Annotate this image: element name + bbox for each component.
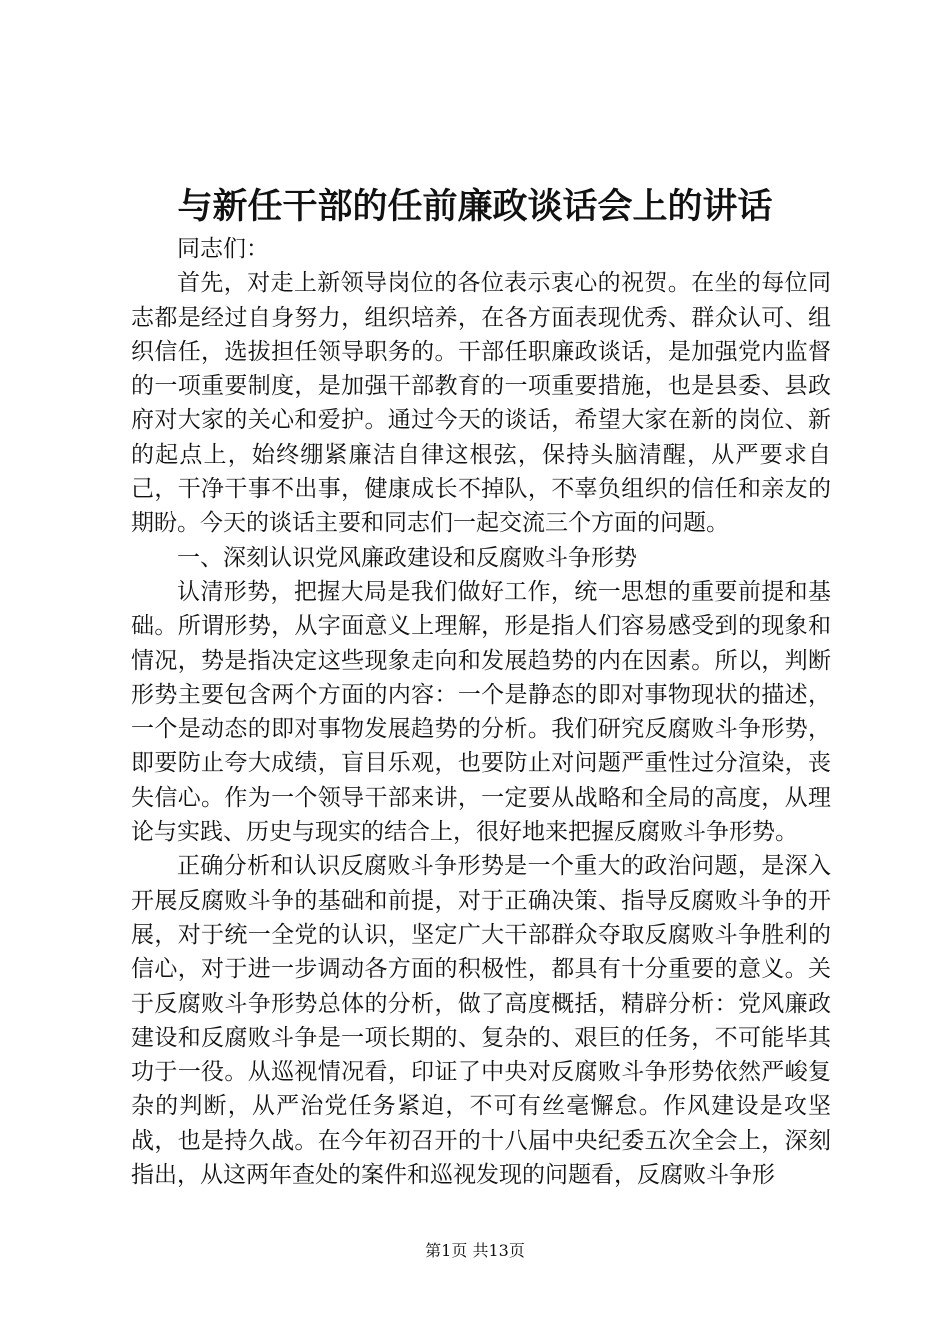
page-number: 第1页: [425, 1241, 468, 1260]
document-body: [131, 232, 831, 1192]
document-title: 与新任干部的任前廉政谈话会上的讲话: [177, 186, 773, 227]
salutation-paragraph: 同志们：: [177, 236, 269, 262]
page-footer: [0, 1240, 950, 1262]
body-paragraph: 首先，对走上新领导岗位的各位表示衷心的祝贺。在坐的每位同志都是经过自身努力，组织培养，在各方面表现优秀、群众认可、组织信任，选拔担任领导职务的。干部任职廉政谈话，是加强党内监督的一项重要制度，是加强干部教育的一项重要措施，也是县委、县政府对大家的关心和爱护。通过今天的谈话，希望大家在新的岗位、新的起点上，始终绷紧廉洁自律这根弦，保持头脑清醒，从严要求自己，干净干事不出事，健康成长不掉队，不辜负组织的信任和亲友的期盼。今天的谈话主要和同志们一起交流三个方面的问题。: [131, 270, 831, 537]
body-paragraph: 认清形势，把握大局是我们做好工作，统一思想的重要前提和基础。所谓形势，从字面意义上理解，形是指人们容易感受到的现象和情况，势是指决定这些现象走向和发展趋势的内在因素。所以，判断形势主要包含两个方面的内容：一个是静态的即对事物现状的描述，一个是动态的即对事物发展趋势的分析。我们研究反腐败斗争形势，即要防止夸大成绩，盲目乐观，也要防止对问题严重性过分渲染，丧失信心。作为一个领导干部来讲，一定要从战略和全局的高度，从理论与实践、历史与现实的结合上，很好地来把握反腐败斗争形势。: [131, 578, 831, 846]
body-paragraph: 正确分析和认识反腐败斗争形势是一个重大的政治问题，是深入开展反腐败斗争的基础和前提，对于正确决策、指导反腐败斗争的开展，对于统一全党的认识，坚定广大干部群众夺取反腐败斗争胜利的信心，对于进一步调动各方面的积极性，都具有十分重要的意义。关于反腐败斗争形势总体的分析，做了高度概括，精辟分析：党风廉政建设和反腐败斗争是一项长期的、复杂的、艰巨的任务，不可能毕其功于一役。从巡视情况看，印证了中央对反腐败斗争形势依然严峻复杂的判断，从严治党任务紧迫，不可有丝毫懈怠。作风建设是攻坚战，也是持久战。在今年初召开的十八届中央纪委五次全会上，深刻指出，从这两年查处的案件和巡视发现的问题看，反腐败斗争形: [131, 853, 831, 1189]
page-total: 共13页: [472, 1241, 525, 1260]
section-heading: 一、深刻认识党风廉政建设和反腐败斗争形势: [177, 544, 637, 571]
